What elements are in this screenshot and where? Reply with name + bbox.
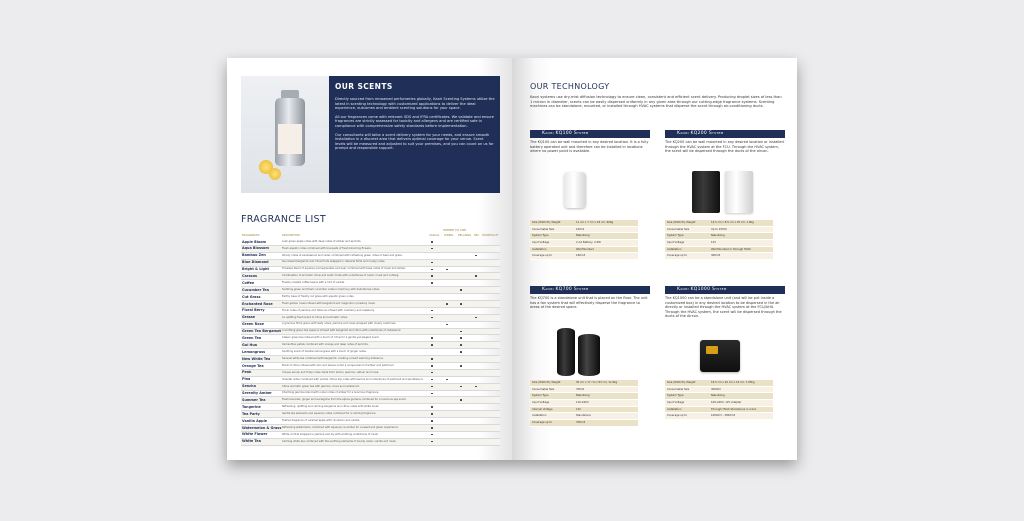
fragrance-description: Timeless blend of aqueous pomegranates and pear combined with base notes of musk and amber.: [282, 267, 406, 271]
spec-row: [530, 407, 638, 414]
spec-value: Nebulising: [711, 234, 725, 238]
spec-label: Input Voltage: [667, 401, 685, 405]
kq1000-spec-table: [665, 380, 773, 420]
fragrance-description: A soothing green tea essence infused with bergamot and citrus with undertones of cedarwood.: [282, 329, 402, 333]
kq700-description: The KQ700 is a standalone unit that is placed on the floor. The unit has a fan system that will effectively disperse the fragrance to areas of the desired space.: [530, 296, 648, 309]
product-photo: [241, 76, 329, 193]
kq1000-title: Kaori KQ1000 System: [665, 286, 785, 294]
use-marker: [460, 351, 462, 353]
kq200-spec-table: [665, 220, 773, 260]
fragrance-row: [241, 239, 500, 246]
fragrance-description: Sun-kissed bergamot and citrus fruits wrapped in classical floral and musky notes.: [282, 260, 386, 264]
fragrance-name: Bamboo Zen: [242, 253, 266, 258]
spec-label: Installation: [532, 414, 547, 418]
fragrance-description: Floral notes of jasmine and hibiscus infused with cranberry and raspberry.: [282, 308, 375, 312]
fragrance-row: [241, 397, 500, 404]
kq700-section: [530, 286, 650, 310]
spec-value: 700ml: [576, 387, 585, 391]
kq100-title: Kaori KQ100 System: [530, 130, 650, 138]
use-marker: [431, 282, 433, 284]
fragrance-name: Apple Bloom: [242, 239, 267, 244]
fragrance-row: [241, 315, 500, 322]
our-technology-intro: Kaori systems use dry-mist diffusion technology to ensure clean, consistent and efficient scent delivery. Producing droplet sizes of less than 1 micron in diameter, scents can be easily dispersed uniformly in any given area through our cutting-edge fragrance systems. Scenting machines can be standalone, mounted, or installed through HVAC systems that disperse the scent through air-conditioning ducts.: [530, 95, 782, 109]
fragrance-description: White orchids wrapped in jasmine and lily with soothing undertones of musk.: [282, 432, 379, 436]
use-marker: [475, 255, 477, 257]
fragrance-description: Calming white tea combined with the soothing elements of woody cedar, vanilla and musk.: [282, 439, 397, 443]
lemon-slice: [269, 168, 281, 180]
fragrance-row: [241, 356, 500, 363]
spec-row: [665, 220, 773, 227]
kq1000-panel: [706, 346, 718, 354]
fragrance-row: [241, 308, 500, 315]
spec-row: [665, 227, 773, 234]
use-marker: [460, 399, 462, 401]
spec-value: 100ml: [576, 227, 585, 231]
spec-value: 160m3: [576, 254, 586, 258]
fragrance-row: [241, 260, 500, 267]
use-col: HOSPITALITY: [482, 234, 499, 237]
fragrance-name: Vanilla Apple: [242, 418, 268, 423]
spec-label: System Type: [667, 394, 684, 398]
fragrance-row: [241, 432, 500, 439]
kq100-description: The KQ100 can be wall mounted in any desired location. It is a fully battery operated unit and therefore can be installed in locations where no power point is available.: [530, 140, 649, 153]
fragrance-name: Watermelon & Grass: [242, 425, 282, 430]
fragrance-row: [241, 246, 500, 253]
kq100-section: [530, 130, 650, 154]
use-marker: [460, 289, 462, 291]
spec-label: Coverage up to: [667, 414, 687, 418]
spec-label: Installation: [667, 407, 682, 411]
use-marker: [460, 337, 462, 339]
use-marker: [446, 269, 448, 271]
spec-value: 700m3: [576, 421, 586, 425]
spec-value: Wall Mounted: [576, 247, 594, 251]
spec-value: Nebulising: [576, 234, 590, 238]
fragrance-row: [241, 425, 500, 432]
fragrance-row: [241, 370, 500, 377]
kq700-device-image: [578, 334, 600, 376]
use-marker: [431, 441, 433, 443]
use-col: CASUAL: [429, 234, 440, 237]
spec-label: Installation: [532, 247, 547, 251]
spec-label: Consumable Size: [667, 387, 690, 391]
spec-row: [530, 247, 638, 254]
spec-row: [530, 220, 638, 227]
spec-label: Consumable Size: [667, 227, 690, 231]
fragrance-name: Gui Hua: [242, 342, 258, 347]
kq200-title: Kaori KQ200 System: [665, 130, 785, 138]
fragrance-description: Refreshing watermelon combined with aqueous cucumber for a sweet and green experience.: [282, 425, 399, 429]
fragrance-row: [241, 363, 500, 370]
fragrance-name: Cucumber Tea: [242, 287, 269, 292]
spec-label: Coverage up to: [532, 421, 552, 425]
use-col: RELAXING: [458, 234, 472, 237]
spec-value: 12V: [711, 241, 717, 245]
spec-value: 3000ml: [711, 387, 721, 391]
spec-value: 30 cm x 17 cm x 93 cm, 11.8kg: [576, 381, 618, 384]
fragrance-name: Floral Berry: [242, 308, 265, 313]
spec-row: [665, 407, 773, 414]
spec-value: 100-240V, 12V Adapter: [711, 401, 742, 405]
fragrance-row: [241, 253, 500, 260]
spec-label: Consumable Size: [532, 387, 555, 391]
fragrance-row: [241, 384, 500, 391]
fragrance-row: [241, 377, 500, 384]
spec-label: Coverage up to: [667, 254, 687, 258]
fragrance-name: Orange Tea: [242, 363, 264, 368]
spec-value: 11 cm x 7 cm x 18 cm, 600g: [576, 221, 614, 224]
use-marker: [446, 379, 448, 381]
fragrance-name: White Tea: [242, 439, 261, 444]
use-marker: [460, 386, 462, 388]
fragrance-name: Serenity Amber: [242, 391, 272, 396]
use-marker: [431, 386, 433, 388]
kq1000-description: The KQ1000 can be a standalone unit (and will be put inside a customized box) in any desired location to be dispersed in the air directly or installed through the HVAC system at the FCU/AHU. Through the HVAC system, the scent will be dispersed through the ducts of the Aircon.: [665, 296, 782, 318]
fragrance-name: Green Tea: [242, 335, 262, 340]
kq200-white-device-image: [725, 171, 753, 213]
use-marker: [431, 393, 433, 395]
spec-row: [530, 380, 638, 387]
fragrance-description: An uplifting fresh scent of citrus and aromatic notes.: [282, 315, 348, 319]
use-marker: [431, 310, 433, 312]
fragrance-description: Festive fragrance of caramel apple with cinnamon and vanilla.: [282, 418, 361, 422]
spec-row: [665, 380, 773, 387]
fragrance-name: Lemongrass: [242, 349, 266, 354]
fragrance-description: Combination of aromatic citrus and exotic fruits with undertones of cedar, musk and nutmeg.: [282, 274, 400, 278]
use-marker: [431, 269, 433, 271]
fragrance-row: [241, 349, 500, 356]
fragrance-name: Green Rose: [242, 322, 264, 327]
fragrance-row: [241, 335, 500, 342]
spec-value: Nebulising: [711, 394, 725, 398]
fragrance-row: [241, 301, 500, 308]
use-marker: [431, 372, 433, 374]
use-marker: [431, 317, 433, 319]
use-marker: [431, 241, 433, 243]
spec-row: [665, 393, 773, 400]
fragrance-description: Fresh lavender, ginger and eucalyptus from the alpine gardens combined for a luxurious spa scent.: [282, 398, 407, 402]
spec-value: 16.5 cm x 20 cm x 19 cm, 7.05kg: [711, 381, 755, 384]
kq700-device-image: [557, 328, 575, 376]
fragrance-description: Gentle tea elements and aqueous notes combined for a calming fragrance.: [282, 412, 377, 416]
spec-row: [530, 233, 638, 240]
spec-row: [530, 400, 638, 407]
fragrance-description: Freshly roasted coffee beans with a hint of vanilla.: [282, 281, 345, 285]
fragrance-name: Aqua Blossom: [242, 246, 269, 251]
spec-value: 12V: [576, 407, 582, 411]
kq700-title: Kaori KQ700 System: [530, 286, 650, 294]
right-page: [512, 58, 797, 460]
spec-row: [530, 393, 638, 400]
spec-label: Installation: [667, 247, 682, 251]
fragrance-description: Unique woody and fruity notes made from lemon, jasmine, vetiver and musk.: [282, 370, 380, 374]
fragrance-description: Refreshing, uplifting and calming tangerine and citrus notes with white musk.: [282, 405, 380, 409]
spec-value: 14.5 cm x 8.5 cm x 25 cm, 1.8kg: [711, 221, 754, 224]
fragrance-table: [241, 239, 500, 446]
bottle-label: [278, 124, 302, 154]
spec-value: Standalone: [576, 414, 591, 418]
use-marker: [431, 379, 433, 381]
fragrance-list-header: [241, 228, 500, 238]
fragrance-name: Sencha: [242, 384, 256, 389]
kq200-description: The KQ200 can be wall mounted in any desired location or installed through the HVAC system at the FCU. Through the HVAC system, the scent will be dispersed through the ducts of the aircon.: [665, 140, 784, 153]
use-marker: [431, 337, 433, 339]
spec-value: Up to 250ml: [711, 227, 727, 231]
our-scents-text: [335, 82, 495, 155]
spec-value: Nebulising: [576, 394, 590, 398]
fragrance-row: [241, 404, 500, 411]
fragrance-description: Fresh garden roses infused with bergamot and magnolia in powdery musk.: [282, 301, 376, 305]
use-marker: [431, 420, 433, 422]
fragrance-description: Woody notes of sandalwood and cedar combined with refreshing green notes of basil and grass.: [282, 253, 403, 257]
spec-label: Consumable Size: [532, 227, 555, 231]
fragrance-list-title: FRAGRANCE LIST: [241, 214, 326, 225]
use-marker: [475, 275, 477, 277]
use-col: SPA: [474, 234, 479, 237]
kq200-section: [665, 130, 785, 154]
fragrance-description: Sensual white tea combined with bergamot, creating a heart warming ambience.: [282, 356, 384, 360]
use-marker: [431, 365, 433, 367]
spec-row: [665, 247, 773, 254]
fragrance-description: Earthy base of freshly cut grass with aquatic green notes.: [282, 294, 355, 298]
use-marker: [431, 248, 433, 250]
spec-row: [665, 253, 773, 260]
fragrance-name: Bright & Light: [242, 267, 269, 272]
spec-label: Input Voltage: [532, 241, 550, 245]
our-scents-panel: [241, 76, 500, 193]
fragrance-row: [241, 287, 500, 294]
spec-label: System Type: [667, 234, 684, 238]
spec-row: [530, 253, 638, 260]
fragrance-row: [241, 322, 500, 329]
fragrance-row: [241, 267, 500, 274]
left-page: [227, 58, 512, 460]
fragrance-row: [241, 411, 500, 418]
use-marker: [446, 303, 448, 305]
kq100-spec-table: [530, 220, 638, 260]
spec-value: Wall Mounted or through HVAC: [711, 247, 752, 251]
spec-value: Through HVAC Standalone in a box: [711, 407, 757, 411]
kq1000-section: [665, 286, 785, 319]
use-marker: [431, 344, 433, 346]
spec-label: Size (WxDxH), Weight: [532, 381, 561, 384]
fragrance-row: [241, 418, 500, 425]
fragrance-name: Green Tea Bergamot: [242, 329, 282, 334]
fragrance-description: Fresh aquatic notes combined with bouquets of fresh blooming flowers.: [282, 246, 372, 250]
kq200-black-device-image: [692, 171, 720, 213]
col-fragrances: FRAGRANCES: [242, 234, 260, 237]
spec-row: [530, 420, 638, 427]
fragrance-description: Soothing green and fresh cucumber notes in harmony with delicate tea notes.: [282, 288, 380, 292]
use-marker: [475, 386, 477, 388]
spec-row: [530, 387, 638, 394]
spec-row: [665, 400, 773, 407]
our-scents-paragraph: Our consultants will tailor a scent delivery system for your needs, and ensure smooth installation in a discreet area that delivers optimal coverage for your venue. Scent levels will be measured and adjusted to suit your premises, and you can count on us for prompt and responsible support.: [335, 132, 494, 151]
fragrance-row: [241, 439, 500, 446]
spec-value: 2 AA Battery, 2.6W: [576, 241, 601, 245]
fragrance-description: Citrus aromatic green tea with jasmine, clove and cedarwood.: [282, 384, 360, 388]
spec-row: [665, 387, 773, 394]
spec-label: Coverage up to: [532, 254, 552, 258]
spec-row: [530, 240, 638, 247]
our-scents-paragraph: Directly sourced from renowned perfumeries globally, Kaori Scenting Systems utilize the latest in scenting technology with customized applications to deliver the ideal experience, outcomes and ambient scenting solutions for your space.: [335, 97, 495, 111]
kq700-spec-table: [530, 380, 638, 427]
fragrance-description: Oriental notes combined with vanilla. Citrus top notes with berries and undertones of patchouli and sandalwood.: [282, 377, 424, 381]
fragrance-name: Pina: [242, 377, 251, 382]
use-marker: [431, 262, 433, 264]
fragrance-row: [241, 391, 500, 398]
fragrance-description: Charming jasmine blend with under notes of amber for a luxurious fragrance.: [282, 391, 380, 395]
spec-row: [665, 233, 773, 240]
brochure-spread: [227, 58, 797, 460]
fragrance-name: Tangerine: [242, 404, 261, 409]
use-marker: [460, 365, 462, 367]
col-description: DESCRIPTION: [282, 234, 300, 237]
fragrance-name: New White Tea: [242, 356, 271, 361]
fragrance-row: [241, 280, 500, 287]
fragrance-description: Burst of citrus infused with skin and leaves under a unique blend of amber and patchouli.: [282, 363, 395, 367]
use-marker: [431, 434, 433, 436]
kq100-device-image: [564, 172, 586, 208]
spec-row: [530, 227, 638, 234]
fragrance-name: Enchanted Rose: [242, 301, 273, 306]
use-marker: [460, 344, 462, 346]
fragrance-name: Tea Party: [242, 411, 260, 416]
fragrance-row: [241, 329, 500, 336]
spec-value: 110-240V: [576, 401, 589, 405]
fragrance-name: Cut Grass: [242, 294, 261, 299]
fragrance-name: Peak: [242, 370, 252, 375]
fragrance-description: Osmanthus petals combined with orange and deep notes of apricots.: [282, 343, 369, 347]
our-scents-title: OUR SCENTS: [335, 82, 393, 91]
use-marker: [431, 358, 433, 360]
spec-label: Internal Voltage: [532, 407, 553, 411]
use-marker: [431, 406, 433, 408]
fragrance-description: A gracious floral green with leafy notes, jasmine and roses wrapped with musky overtones.: [282, 322, 397, 326]
use-marker: [460, 331, 462, 333]
use-marker: [431, 427, 433, 429]
fragrance-name: Blue Diamond: [242, 260, 269, 265]
use-marker: [446, 324, 448, 326]
fragrance-description: Soothing scent of Vanillan lemongrass with a touch of ginger notes.: [282, 350, 367, 354]
spec-label: Input Voltage: [667, 241, 685, 245]
fragrance-row: [241, 342, 500, 349]
fragrance-description: Classic green tea infused with a touch of citrus for a gentle yet elegant scent.: [282, 336, 380, 340]
spec-label: Size (WxDxH), Weight: [667, 221, 696, 224]
fragrance-name: Grasse: [242, 315, 256, 320]
spec-label: Size (WxDxH), Weight: [667, 381, 696, 384]
spec-label: Size (WxDxH), Weight: [532, 221, 561, 224]
use-col: DINING: [444, 234, 454, 237]
spec-label: Input Voltage: [532, 401, 550, 405]
kq1000-device-image: [700, 340, 740, 372]
use-marker: [475, 317, 477, 319]
fragrance-row: [241, 273, 500, 280]
col-where-to-use: WHERE TO USE: [443, 228, 467, 232]
fragrance-name: Summer Tea: [242, 397, 266, 402]
our-scents-paragraph: All our fragrances come with relevant SDS and IFRA certificates. We validate and ensure fragrances are strictly assessed for toxicity and allergens and are certified safe in compliance with comprehensive safety standards before implementation.: [335, 114, 495, 128]
fragrance-row: [241, 294, 500, 301]
spec-row: [665, 240, 773, 247]
use-marker: [431, 413, 433, 415]
spec-label: System Type: [532, 234, 549, 238]
use-marker: [431, 275, 433, 277]
spec-row: [530, 413, 638, 420]
spec-value: 1000m3 - 3000m3: [711, 414, 736, 418]
fragrance-description: Lush green apple notes with deep notes of amber and apricots.: [282, 239, 362, 243]
fragrance-name: Coffee: [242, 280, 255, 285]
fragrance-name: Caracas: [242, 273, 258, 278]
spec-value: 300m3: [711, 254, 721, 258]
fragrance-name: White Flower: [242, 432, 268, 437]
spec-row: [665, 413, 773, 420]
our-technology-title: OUR TECHNOLOGY: [530, 82, 610, 91]
spec-label: System Type: [532, 394, 549, 398]
use-marker: [460, 303, 462, 305]
